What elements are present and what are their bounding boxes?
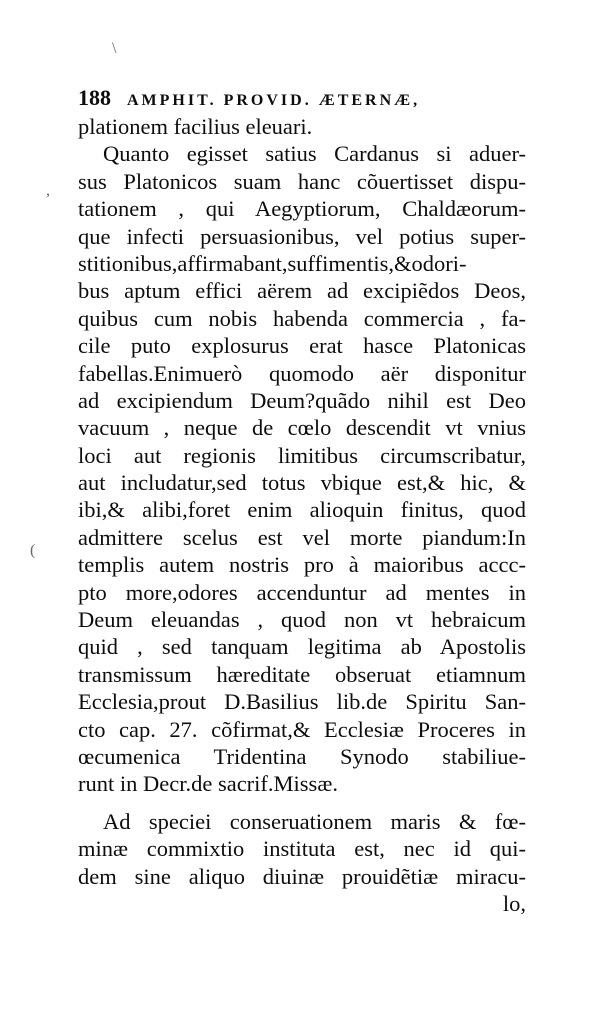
text-line: sus Platonicos suam hanc cõuertisset dispu- <box>78 168 526 194</box>
text-line: cile puto explosurus erat hasce Platonicas <box>78 333 526 359</box>
stray-mark: \ <box>112 40 117 57</box>
text-line: cto cap. 27. cõfirmat,& Ecclesiæ Proceres in <box>78 716 526 742</box>
text-line: Deum eleuandas , quod non vt hebraicum <box>78 607 526 633</box>
text-line: minæ commixtio instituta est, nec id qui- <box>78 836 526 862</box>
text-line: que infecti persuasionibus, vel potius super- <box>78 223 526 249</box>
text-line: ad excipiendum Deum?quãdo nihil est Deo <box>78 387 526 413</box>
page-number: 188 <box>78 85 111 110</box>
running-title: AMPHIT. PROVID. ÆTERNÆ, <box>127 92 421 109</box>
text-line: stitionibus,affirmabant,suffimentis,&odori- <box>78 250 467 276</box>
text-line: bus aptum effici aërem ad excipiẽdos Deos, <box>78 278 526 304</box>
stray-mark: ( <box>30 542 36 559</box>
text-line: vacuum , neque de cœlo descendit vt vnius <box>78 415 526 441</box>
text-line: pto more,odores accenduntur ad mentes in <box>78 579 526 605</box>
text-line: fabellas.Enimuerò quomodo aër disponitur <box>78 360 526 386</box>
text-line: Ad speciei conseruationem maris & fœ- <box>103 808 526 834</box>
text-line: Quanto egisset satius Cardanus si aduer- <box>103 141 526 167</box>
text-line: tationem , qui Aegyptiorum, Chaldæorum- <box>78 196 526 222</box>
running-head <box>78 84 528 112</box>
text-line: Ecclesia,prout D.Basilius lib.de Spiritu San- <box>78 689 526 715</box>
text-line: quibus cum nobis habenda commercia , fa- <box>78 305 526 331</box>
text-line: templis autem nostris pro à maioribus accc- <box>78 552 526 578</box>
text-line: admittere scelus est vel morte piandum:In <box>78 524 526 550</box>
text-line: loci aut regionis limitibus circumscribatur, <box>78 442 526 468</box>
text-line: transmissum hæreditate obseruat etiamnum <box>78 661 526 687</box>
text-line: œcumenica Tridentina Synodo stabiliue- <box>78 743 526 769</box>
text-line: plationem facilius eleuari. <box>78 114 313 139</box>
text-line: ibi,& alibi,foret enim alioquin finitus, quod <box>78 497 526 523</box>
text-line: quid , sed tanquam legitima ab Apostolis <box>78 634 526 660</box>
text-line: dem sine aliquo diuinæ prouidẽtiæ miracu- <box>78 863 526 889</box>
stray-mark: , <box>46 182 50 199</box>
body-text <box>78 113 526 917</box>
text-line: aut includatur,sed totus vbique est,& hic, & <box>78 470 526 496</box>
catchword: lo, <box>502 890 526 916</box>
text-line: runt in Decr.de sacrif.Missæ. <box>78 771 338 797</box>
